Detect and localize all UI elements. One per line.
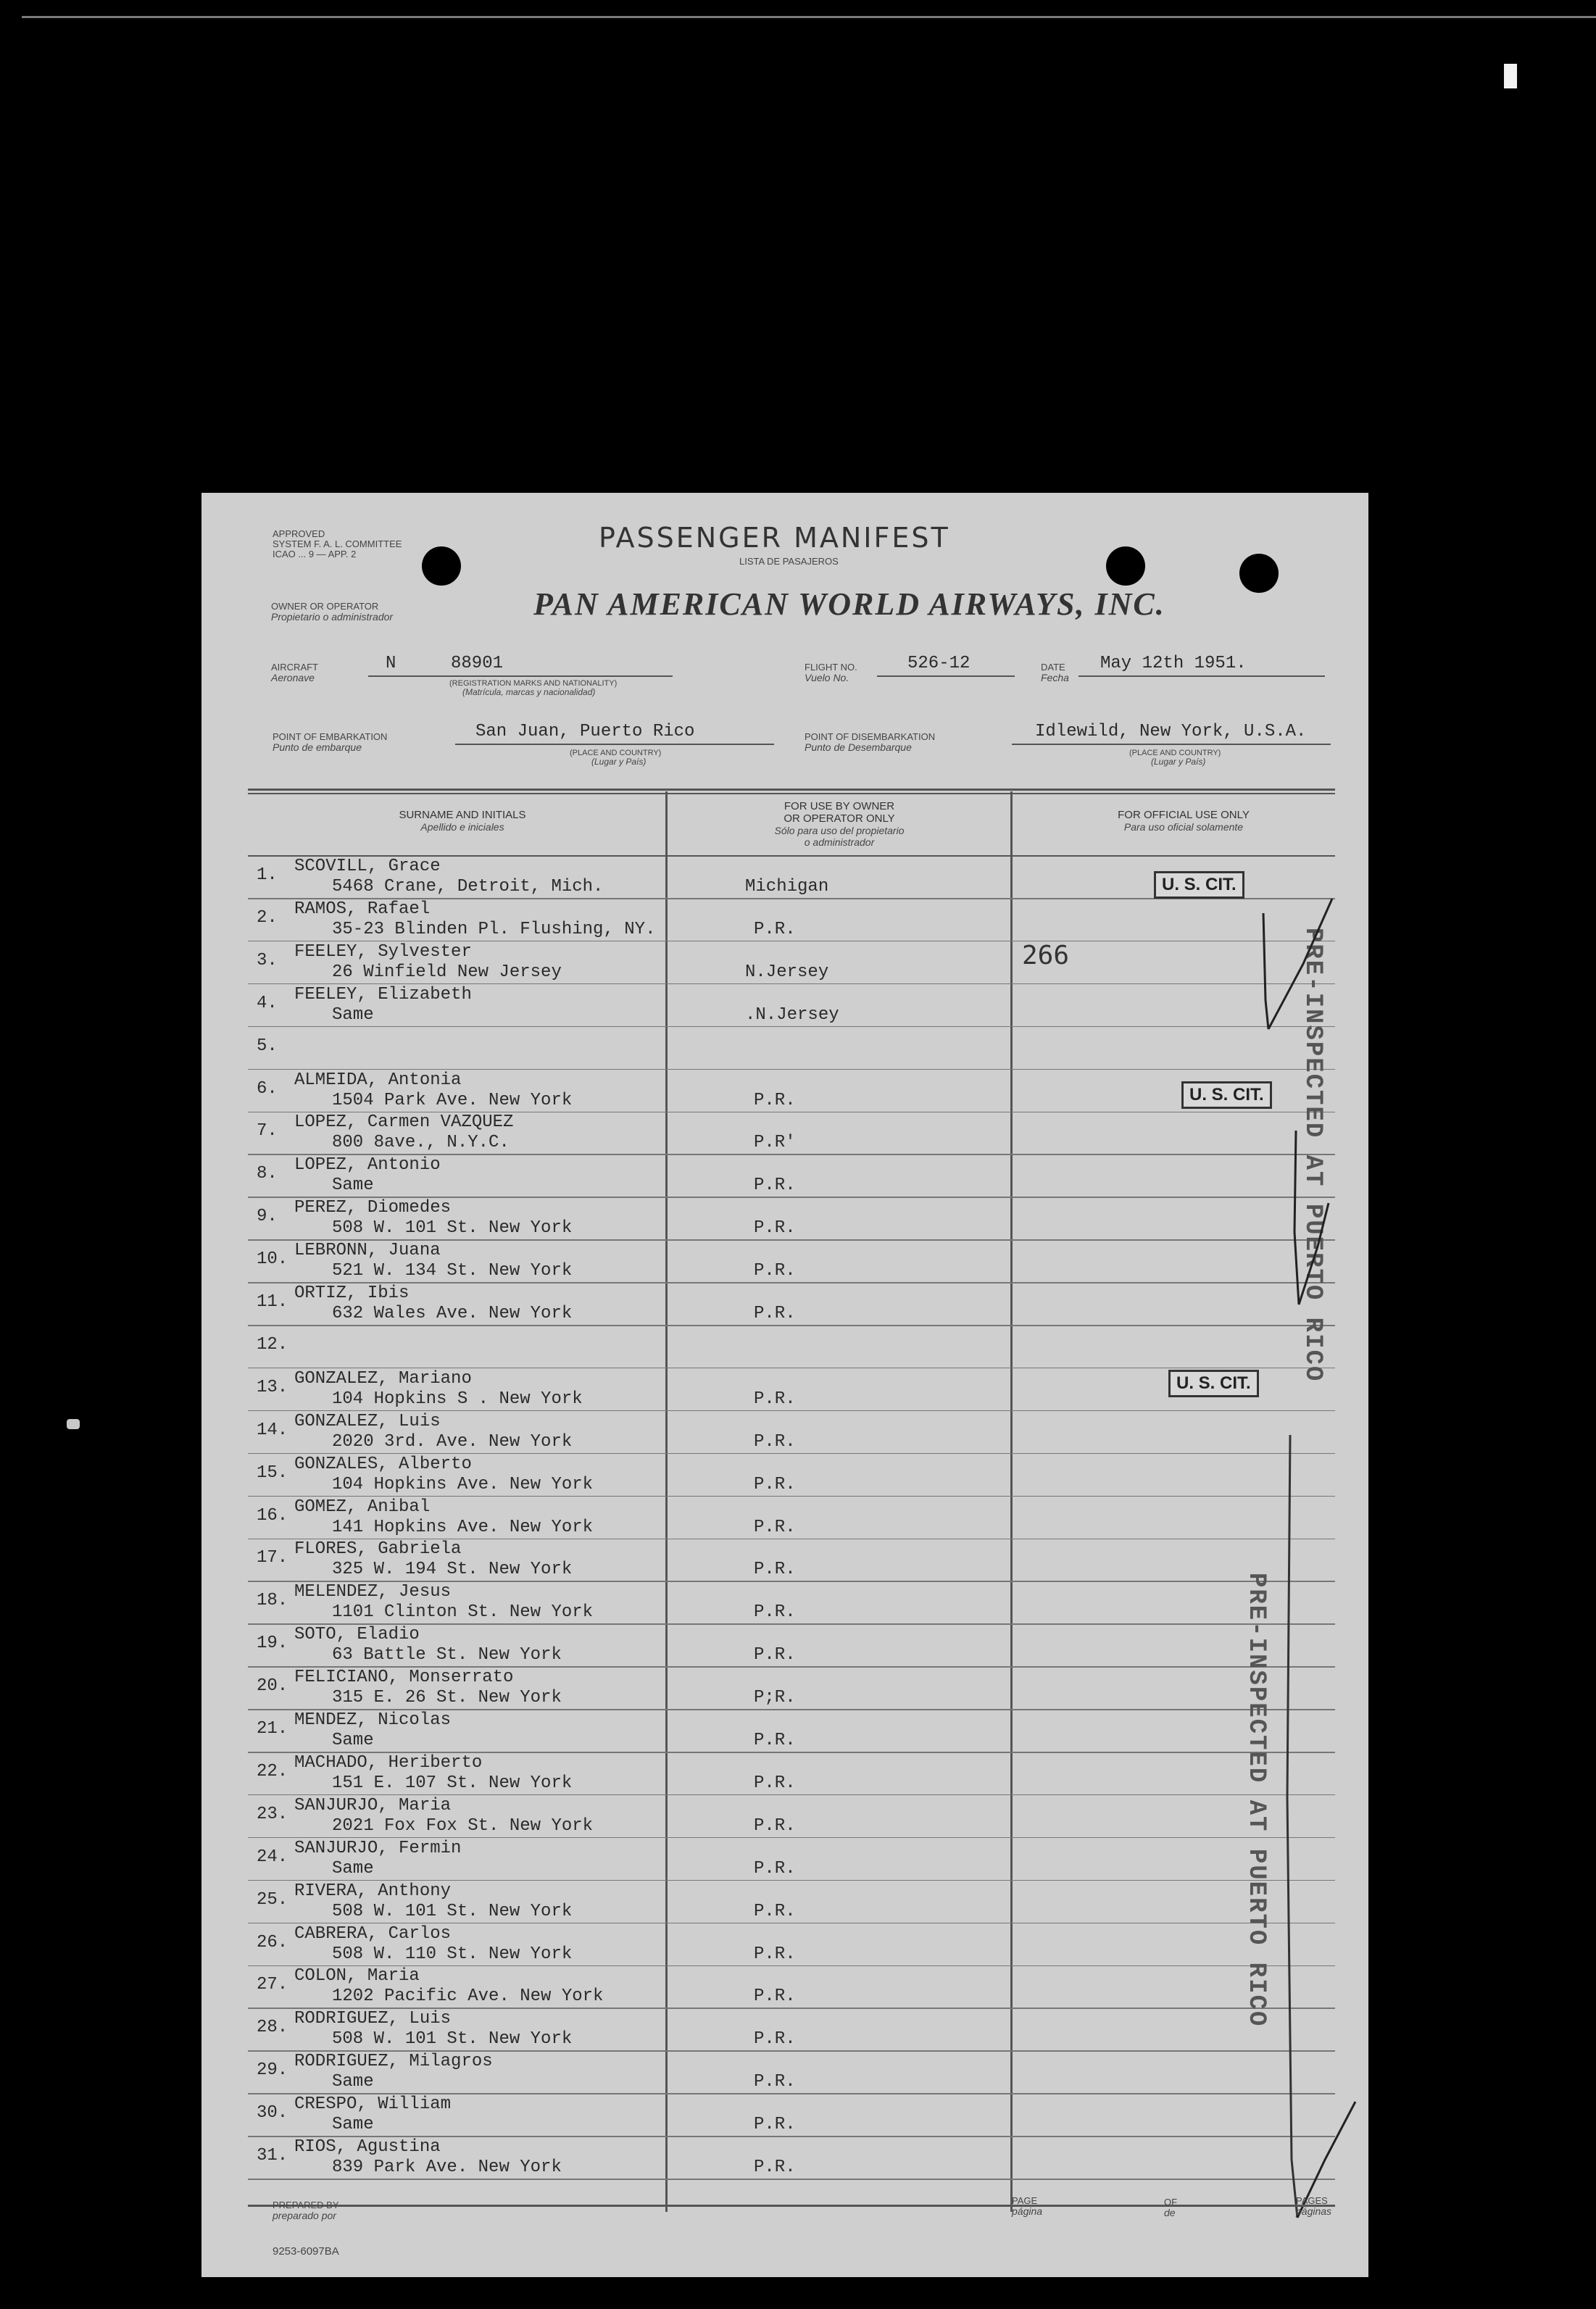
flight-number: 526-12 xyxy=(907,654,971,673)
aircraft-caption: (REGISTRATION MARKS AND NATIONALITY) xyxy=(449,679,618,688)
page-label: PAGE xyxy=(1012,2195,1038,2206)
row-number: 29. xyxy=(257,2060,288,2081)
passenger-name: RAMOS, Rafael xyxy=(294,899,431,919)
owner-use-value: P.R. xyxy=(754,1389,796,1409)
col-head-owner xyxy=(668,800,1010,848)
embark-caption-es: (Lugar y País) xyxy=(591,757,647,767)
row-number: 4. xyxy=(257,993,278,1013)
passenger-name: FLORES, Gabriela xyxy=(294,1539,462,1560)
owner-use-value: P.R. xyxy=(754,1645,796,1665)
embark-label: POINT OF EMBARKATION xyxy=(273,731,388,742)
row-number: 12. xyxy=(257,1334,288,1355)
col-head-owner-1: FOR USE BY OWNER xyxy=(784,800,895,812)
flight-label-es: Vuelo No. xyxy=(805,672,849,683)
row-number: 13. xyxy=(257,1377,288,1397)
row-number: 28. xyxy=(257,2018,288,2038)
page-label-es: página xyxy=(1012,2205,1043,2217)
passenger-address: 2020 3rd. Ave. New York xyxy=(332,1431,573,1452)
flight-label: FLIGHT NO. xyxy=(805,662,857,673)
scan-top-line xyxy=(22,16,1596,18)
passenger-address: 5468 Crane, Detroit, Mich. xyxy=(332,877,604,896)
of-label-es: de xyxy=(1164,2207,1176,2218)
passenger-name: FEELEY, Elizabeth xyxy=(294,984,472,1004)
row-number: 22. xyxy=(257,1761,288,1781)
passenger-address: 26 Winfield New Jersey xyxy=(332,962,562,982)
disembark-caption: (PLACE AND COUNTRY) xyxy=(1129,749,1221,757)
embark-underline xyxy=(455,744,774,745)
owner-use-value: P.R. xyxy=(754,1602,796,1623)
col-head-official-text: FOR OFFICIAL USE ONLY xyxy=(1118,809,1250,821)
passenger-name: RIVERA, Anthony xyxy=(294,1881,452,1901)
row-number: 21. xyxy=(257,1719,288,1739)
passenger-address: 508 W. 101 St. New York xyxy=(332,2029,573,2050)
passenger-address: Same xyxy=(332,1858,374,1879)
passenger-address: Same xyxy=(332,1731,374,1750)
passenger-address: Same xyxy=(332,1176,374,1196)
passenger-address: 839 Park Ave. New York xyxy=(332,2158,562,2177)
disembark-value: Idlewild, New York, U.S.A. xyxy=(1035,722,1307,741)
owner-use-value: P.R. xyxy=(754,2072,796,2092)
passenger-address: 325 W. 194 St. New York xyxy=(332,1560,573,1580)
embark-label-es: Punto de embarque xyxy=(273,741,362,753)
passenger-address: Same xyxy=(332,1004,374,1025)
owner-use-value: P.R. xyxy=(754,1090,796,1110)
owner-use-value: P.R. xyxy=(754,1944,796,1964)
passenger-address: 141 Hopkins Ave. New York xyxy=(332,1517,594,1537)
row-number: 19. xyxy=(257,1634,288,1654)
owner-use-value: P.R. xyxy=(754,1815,796,1836)
row-number: 15. xyxy=(257,1463,288,1483)
passenger-address: 63 Battle St. New York xyxy=(332,1645,562,1665)
owner-use-value: P.R. xyxy=(754,2158,796,2177)
punch-hole-left xyxy=(422,546,461,586)
owner-use-value: P.R. xyxy=(754,1560,796,1580)
passenger-name: MENDEZ, Nicolas xyxy=(294,1710,452,1730)
prepared-label: PREPARED BY xyxy=(273,2200,339,2210)
passenger-address: Same xyxy=(332,2072,374,2092)
owner-use-value: P.R. xyxy=(754,1731,796,1750)
row-number: 7. xyxy=(257,1121,278,1141)
disembark-label: POINT OF DISEMBARKATION xyxy=(805,731,936,742)
us-citizen-stamp-3: U. S. CIT. xyxy=(1168,1370,1259,1397)
passenger-address: 151 E. 107 St. New York xyxy=(332,1773,573,1793)
passenger-address: 508 W. 101 St. New York xyxy=(332,1901,573,1921)
row-number: 30. xyxy=(257,2103,288,2123)
aircraft-caption-es: (Matrícula, marcas y nacionalidad) xyxy=(462,687,596,697)
owner-use-value: P.R. xyxy=(754,1431,796,1452)
passenger-name: CRESPO, William xyxy=(294,2094,452,2115)
manifest-title-es: LISTA DE PASAJEROS xyxy=(739,556,839,567)
owner-use-value: P.R. xyxy=(754,1261,796,1281)
owner-use-value: Michigan xyxy=(745,877,829,896)
row-number: 16. xyxy=(257,1505,288,1526)
date-label-es: Fecha xyxy=(1041,672,1069,683)
owner-use-value: P.R. xyxy=(754,1858,796,1879)
row-number: 10. xyxy=(257,1249,288,1270)
passenger-name: GONZALEZ, Luis xyxy=(294,1411,441,1431)
passenger-address: 315 E. 26 St. New York xyxy=(332,1688,562,1708)
disembark-underline xyxy=(1012,744,1331,745)
passenger-name: LOPEZ, Carmen VAZQUEZ xyxy=(294,1112,514,1133)
pen-check-2a xyxy=(1294,1131,1299,1305)
row-number: 9. xyxy=(257,1207,278,1227)
owner-use-value: P.R. xyxy=(754,1218,796,1239)
passenger-address: 1202 Pacific Ave. New York xyxy=(332,1986,604,2007)
scan-edge-mark xyxy=(1504,64,1517,88)
punch-hole-middle xyxy=(1106,546,1145,586)
row-number: 5. xyxy=(257,1036,278,1056)
of-label: OF xyxy=(1164,2197,1178,2208)
flight-underline xyxy=(877,675,1015,677)
passenger-address: 35-23 Blinden Pl. Flushing, NY. xyxy=(332,919,656,939)
passenger-name: SCOVILL, Grace xyxy=(294,857,441,876)
passenger-name: COLON, Maria xyxy=(294,1966,420,1986)
passenger-address: 104 Hopkins S . New York xyxy=(332,1389,583,1409)
row-number: 3. xyxy=(257,950,278,970)
pen-check-1a xyxy=(1263,913,1268,1029)
passenger-name: LOPEZ, Antonio xyxy=(294,1155,441,1176)
passenger-name: MELENDEZ, Jesus xyxy=(294,1582,452,1602)
owner-use-value: P.R. xyxy=(754,1517,796,1537)
row-number: 24. xyxy=(257,1847,288,1867)
owner-use-value: P.R. xyxy=(754,2029,796,2050)
owner-use-value: P.R. xyxy=(754,1986,796,2007)
pen-check-2b xyxy=(1299,1203,1329,1305)
pre-inspected-stamp-2: PRE-INSPECTED AT PUERTO RICO xyxy=(1242,1573,1270,2028)
passenger-name: GONZALES, Alberto xyxy=(294,1454,472,1474)
pre-inspected-stamp-1: PRE-INSPECTED AT PUERTO RICO xyxy=(1299,928,1326,1383)
owner-use-value: P.R. xyxy=(754,1901,796,1921)
row-number: 26. xyxy=(257,1932,288,1952)
passenger-name: SOTO, Eladio xyxy=(294,1625,420,1645)
passenger-name: GOMEZ, Anibal xyxy=(294,1497,431,1517)
row-number: 8. xyxy=(257,1164,278,1184)
row-number: 31. xyxy=(257,2146,288,2166)
us-citizen-stamp-2: U. S. CIT. xyxy=(1181,1081,1272,1109)
passenger-name: RODRIGUEZ, Milagros xyxy=(294,2052,493,2072)
col-head-official xyxy=(1013,809,1354,833)
passenger-address: 104 Hopkins Ave. New York xyxy=(332,1474,594,1494)
pen-marks xyxy=(999,855,1361,2290)
col-head-surname-es: Apellido e iniciales xyxy=(420,821,504,833)
passenger-name: SANJURJO, Fermin xyxy=(294,1838,462,1858)
approved-line-1: APPROVED xyxy=(273,528,325,539)
row-number: 27. xyxy=(257,1975,288,1995)
owner-use-value: P.R. xyxy=(754,1474,796,1494)
prepared-label-es: preparado por xyxy=(273,2210,336,2221)
row-number: 20. xyxy=(257,1676,288,1697)
row-number: 23. xyxy=(257,1804,288,1824)
passenger-address: 1504 Park Ave. New York xyxy=(332,1090,573,1110)
date-underline xyxy=(1078,675,1325,677)
row-number: 18. xyxy=(257,1591,288,1611)
passenger-address: Same xyxy=(332,2115,374,2135)
handwritten-number: 266 xyxy=(1022,941,1070,970)
owner-use-value: .N.Jersey xyxy=(745,1004,839,1025)
pen-check-1b xyxy=(1268,899,1332,1029)
row-number: 14. xyxy=(257,1420,288,1440)
passenger-name: CABRERA, Carlos xyxy=(294,1923,452,1944)
col-head-official-es: Para uso oficial solamente xyxy=(1123,821,1244,833)
pages-label: PAGES xyxy=(1296,2195,1328,2206)
passenger-address: 1101 Clinton St. New York xyxy=(332,1602,594,1623)
row-number: 17. xyxy=(257,1548,288,1568)
owner-use-value: P.R. xyxy=(754,1304,796,1323)
passenger-name: FEELEY, Sylvester xyxy=(294,941,472,962)
pages-label-es: páginas xyxy=(1296,2205,1332,2217)
aircraft-registration: 88901 xyxy=(451,654,504,673)
owner-label: OWNER OR OPERATOR xyxy=(271,601,379,612)
pen-line-3a xyxy=(1287,1435,1297,2218)
manifest-sheet xyxy=(201,493,1368,2277)
aircraft-underline xyxy=(368,675,673,677)
passenger-name: RIOS, Agustina xyxy=(294,2137,441,2157)
date-value: May 12th 1951. xyxy=(1100,654,1247,673)
owner-use-value: P.R. xyxy=(754,2115,796,2135)
passenger-name: ORTIZ, Ibis xyxy=(294,1284,410,1303)
passenger-address: 632 Wales Ave. New York xyxy=(332,1304,573,1323)
row-number: 11. xyxy=(257,1292,288,1312)
table-top-rule xyxy=(248,789,1335,791)
passenger-address: 521 W. 134 St. New York xyxy=(332,1261,573,1281)
table-top-rule-2 xyxy=(248,793,1335,794)
embark-caption: (PLACE AND COUNTRY) xyxy=(570,749,662,757)
approved-block xyxy=(273,529,402,559)
approved-line-2: SYSTEM F. A. L. COMMITTEE xyxy=(273,538,402,549)
passenger-address: 800 8ave., N.Y.C. xyxy=(332,1133,510,1153)
row-number: 6. xyxy=(257,1078,278,1099)
us-citizen-stamp-1: U. S. CIT. xyxy=(1154,871,1244,899)
owner-use-value: P.R. xyxy=(754,1176,796,1196)
owner-use-value: P;R. xyxy=(754,1688,796,1708)
owner-use-value: P.R' xyxy=(754,1133,796,1153)
row-number: 2. xyxy=(257,907,278,928)
passenger-name: GONZALEZ, Mariano xyxy=(294,1368,472,1389)
passenger-name: SANJURJO, Maria xyxy=(294,1795,452,1815)
passenger-address: 2021 Fox Fox St. New York xyxy=(332,1815,594,1836)
aircraft-label-es: Aeronave xyxy=(271,672,315,683)
owner-label-es: Propietario o administrador xyxy=(271,611,394,623)
col-head-owner-2: OR OPERATOR ONLY xyxy=(784,812,895,825)
passenger-address: 508 W. 101 St. New York xyxy=(332,1218,573,1239)
manifest-title: PASSENGER MANIFEST xyxy=(599,522,950,554)
aircraft-prefix: N xyxy=(386,654,396,673)
embark-value: San Juan, Puerto Rico xyxy=(475,722,695,741)
passenger-name: FELICIANO, Monserrato xyxy=(294,1668,514,1688)
form-number: 9253-6097BA xyxy=(273,2245,339,2258)
passenger-name: PEREZ, Diomedes xyxy=(294,1198,452,1218)
disembark-caption-es: (Lugar y País) xyxy=(1151,757,1206,767)
passenger-name: ALMEIDA, Antonia xyxy=(294,1070,462,1090)
passenger-name: RODRIGUEZ, Luis xyxy=(294,2009,452,2029)
owner-use-value: N.Jersey xyxy=(745,962,829,982)
row-number: 25. xyxy=(257,1889,288,1910)
col-head-surname-text: SURNAME AND INITIALS xyxy=(399,809,526,821)
passenger-name: MACHADO, Heriberto xyxy=(294,1752,483,1773)
date-label: DATE xyxy=(1041,662,1065,673)
col-head-owner-es1: Sólo para uso del propietario xyxy=(774,825,905,836)
owner-use-value: P.R. xyxy=(754,919,796,939)
disembark-label-es: Punto de Desembarque xyxy=(805,741,912,753)
passenger-name: LEBRONN, Juana xyxy=(294,1241,441,1261)
airline-name: PAN AMERICAN WORLD AIRWAYS, INC. xyxy=(533,586,1165,622)
owner-use-value: P.R. xyxy=(754,1773,796,1793)
punch-hole-right xyxy=(1239,554,1279,593)
scan-speck xyxy=(67,1419,80,1429)
col-head-surname xyxy=(259,809,665,833)
passenger-address: 508 W. 110 St. New York xyxy=(332,1944,573,1964)
aircraft-label: AIRCRAFT xyxy=(271,662,318,673)
col-head-owner-es2: o administrador xyxy=(804,836,875,848)
row-number: 1. xyxy=(257,865,278,885)
approved-line-3: ICAO ... 9 — APP. 2 xyxy=(273,549,357,559)
